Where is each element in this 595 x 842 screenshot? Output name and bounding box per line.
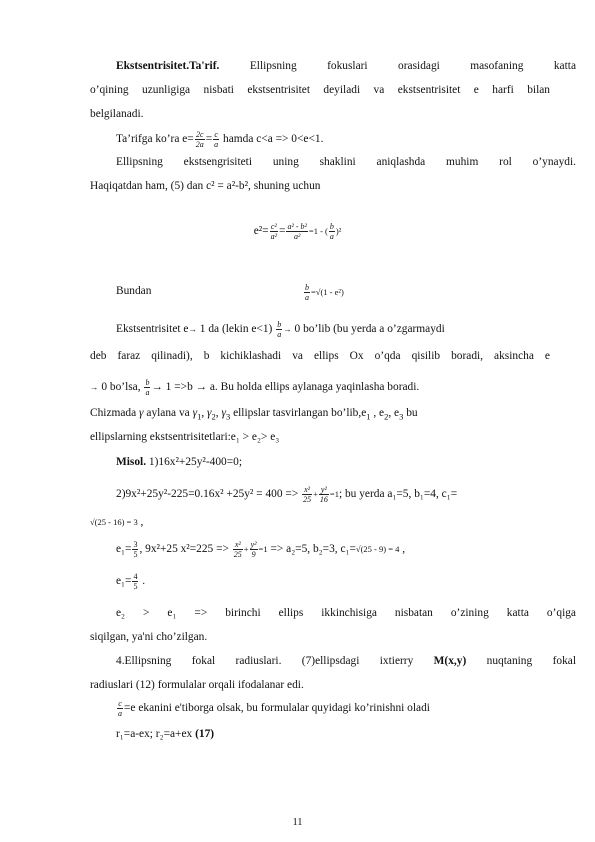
paragraph-5-line-1: e₂ > e₁ => birinchi ellips ikkinchisiga nisbatan o’zining katta o’qiga: [116, 607, 576, 619]
fraction-2c-2a: $\frac{2c}{2a}$: [195, 130, 204, 149]
definition-line-3: belgilanadi.: [90, 108, 144, 120]
paragraph-4-line-4: Chizmada γ aylana va $\gamma_1$, $\gamma_2$, $\gamma_3$ ellipslar tasvirlangan $bo’lib,e_1$ , $e_2$, $e_3$ bu: [90, 407, 418, 422]
fraction-c-a: $\frac{c}{a}$: [214, 130, 219, 149]
example-line-1: Misol. 1)16x²+25y²-400=0;: [116, 456, 242, 468]
gamma-symbol: γ: [139, 407, 144, 419]
paragraph-3-line-2: Haqiqatdan ham, (5) dan c² = a²-b², shuning uchun: [90, 180, 321, 192]
paragraph-3-line-1: Ellipsning ekstsengrisiteti uning shaklini aniqlashda muhim rol o’ynaydi.: [116, 156, 576, 168]
eccentricity-formula-line: Ta’rifga ko’ra e= $\frac{2c}{2a}$ = $\frac{c}{a}$ hamda c<a => 0<e<1.: [116, 130, 324, 149]
paragraph-7-line: $\frac{c}{a}$ =e ekanini e'tiborga olsak, bu formulalar quyidagi ko’rinishni oladi: [118, 699, 430, 718]
example-line-5: e₁= $\frac{4}{5}$ .: [116, 572, 146, 591]
page-number: 11: [292, 817, 303, 828]
definition-line-2: o’qining uzunligiga nisbati ekstsentrisitet deyiladi va ekstsentrisitet e harfi bilan: [90, 84, 550, 96]
paragraph-5-line-2: siqilgan, ya'ni cho’zilgan.: [90, 631, 208, 643]
example-line-2: 2)9x²+25y²-225=0.16x² +25y² = 400 => $\frac{\text{x²}}{25}$ + $\frac{\text{y²}}{16}$ =1; bu yerda a₁=5, b₁=4, c₁=: [116, 485, 458, 504]
definition-line-1: Ekstsentrisitet.Ta'rif. Ellipsning fokuslari orasidagi masofaning katta: [116, 60, 576, 72]
paragraph-4-line-5: ellipslarning ekstsentrisitetlari:e₁ > e₂> e₃: [90, 431, 280, 443]
formula-number: (17): [195, 728, 215, 740]
paragraph-6-line-2: radiuslari (12) formulalar orqali ifodalanar edi.: [90, 679, 304, 691]
paragraph-4-line-3: → 0 bo’lsa, $\frac{b}{a}$ → 1 =>b → a. Bu holda ellips aylanaga yaqinlasha boradi.: [90, 378, 420, 397]
definition-term: Ekstsentrisitet.Ta'rif.: [116, 60, 220, 72]
focal-radii-formula: r₁=a-ex; r₂=a+ex (17): [116, 728, 215, 740]
paragraph-4-line-2: deb faraz qilinadi), b kichiklashadi va ellips Ox o’qda qisilib boradi, aksincha e: [90, 350, 550, 362]
example-line-3: √(25 - 16) = 3 ,: [90, 516, 144, 528]
paragraph-4-line-1: Ekstsentrisitet e→ 1 da (lekin e<1) $\frac{b}{a}$ → 0 bo’lib (bu yerda a o’zgarmaydi: [116, 320, 445, 339]
example-label: Misol.: [116, 456, 147, 468]
example-line-4: e₁= $\frac{3}{5}$ , 9x²+25 x²=225 => $\frac{\text{x²}}{25}$ + $\frac{\text{y²}}{9}$ =1 => a₂=5, b₂=3, c₁=√(25 - 9) = 4 ,: [116, 540, 406, 559]
bundan-formula: $\frac{b}{a}$ =√(1 - e²): [305, 283, 344, 302]
paragraph-6-line-1: 4.Ellipsning fokal radiuslari. (7)ellipsdagi ixtierry M(x,y) nuqtaning fokal: [116, 655, 576, 667]
bundan-label: Bundan: [116, 285, 152, 297]
equation-e-squared: e²= $\frac{\text{c²}}{\text{a²}}$ = $\frac{\text{a² - b²}}{\text{a²}}$ =1 - ( $\frac{b}{a}$ )²: [253, 222, 342, 241]
